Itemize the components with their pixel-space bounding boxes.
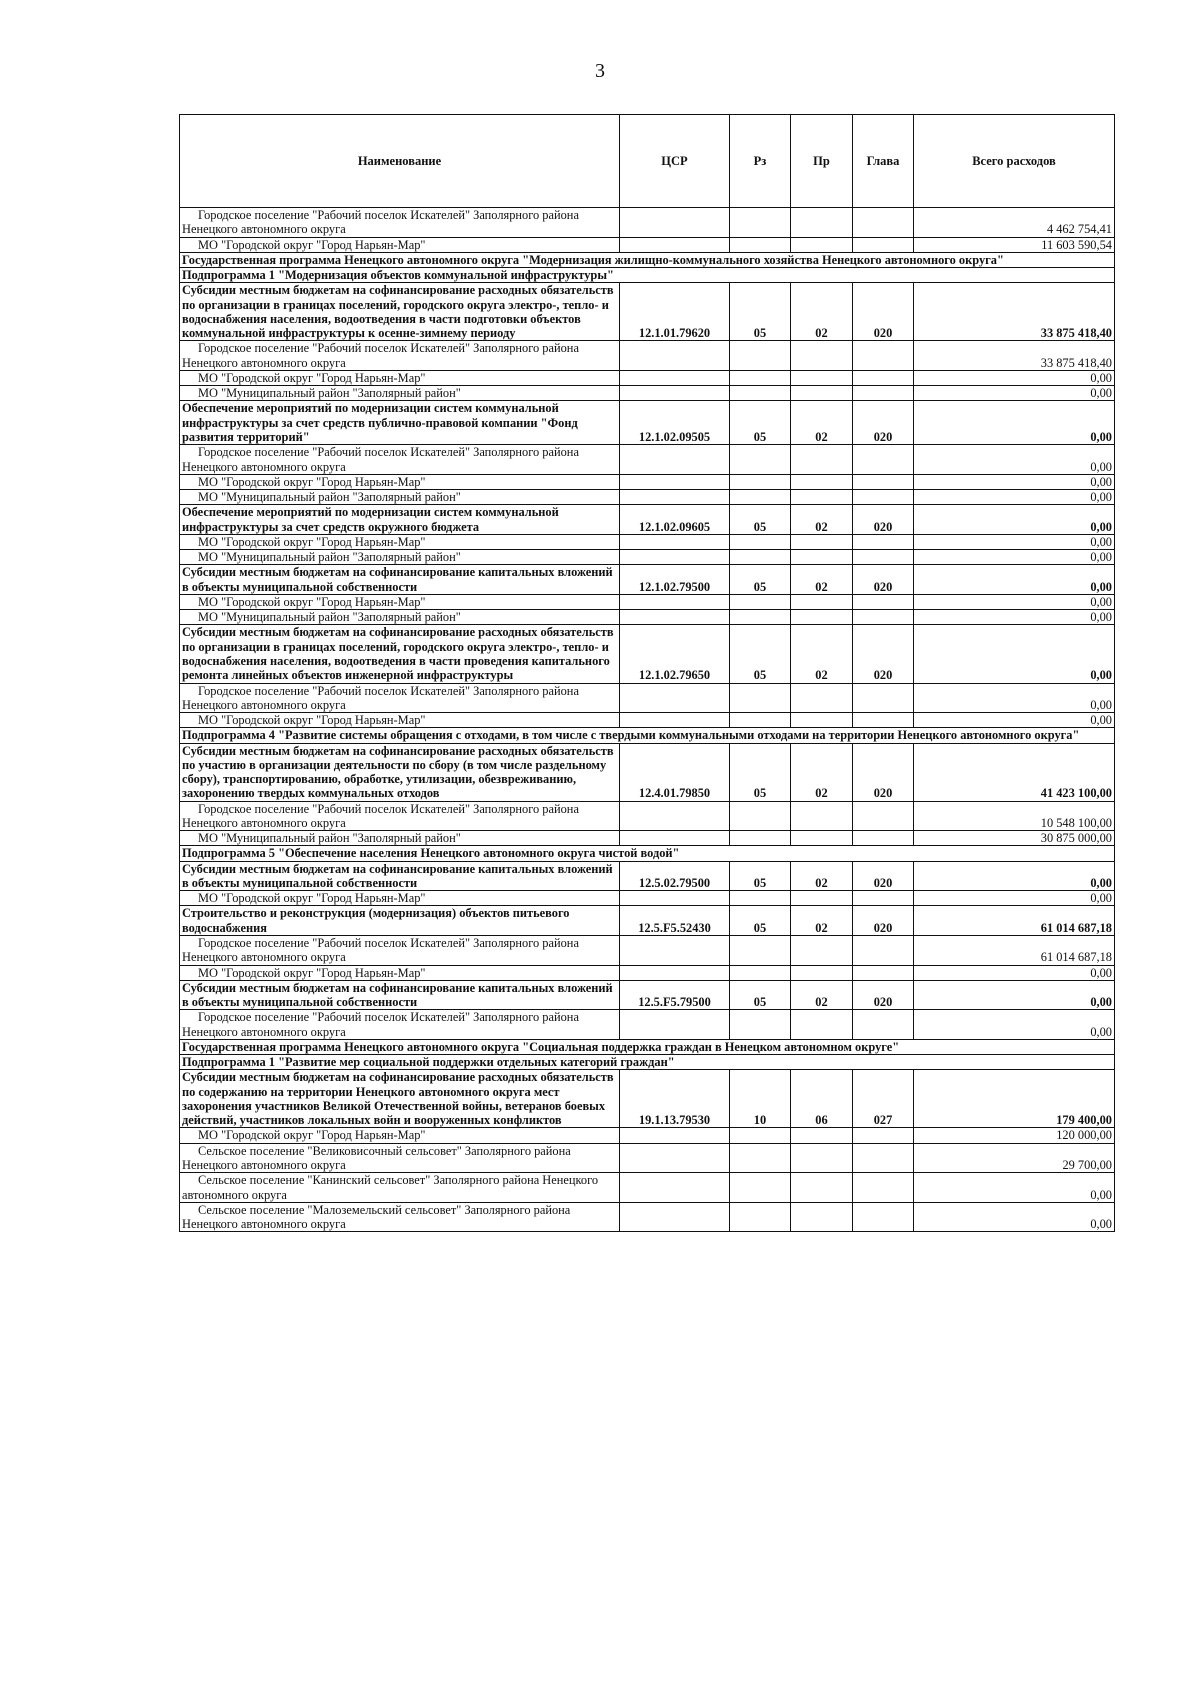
- table-row: [180, 1039, 1115, 1054]
- row-rz: [730, 936, 791, 966]
- row-rz: 05: [730, 906, 791, 936]
- row-total: 0,00: [914, 370, 1115, 385]
- row-pr: [791, 490, 853, 505]
- row-csr: [620, 445, 730, 475]
- row-csr: [620, 683, 730, 713]
- row-csr: [620, 891, 730, 906]
- row-name: МО "Городской округ "Город Нарьян-Мар": [180, 713, 620, 728]
- row-total: 41 423 100,00: [914, 743, 1115, 801]
- row-csr: [620, 801, 730, 831]
- row-pr: 02: [791, 980, 853, 1010]
- table-row: [180, 625, 1115, 683]
- row-glava: [853, 610, 914, 625]
- row-rz: [730, 1173, 791, 1203]
- row-glava: 020: [853, 505, 914, 535]
- row-csr: [620, 370, 730, 385]
- row-rz: [730, 370, 791, 385]
- row-total: 0,00: [914, 625, 1115, 683]
- row-csr: [620, 341, 730, 371]
- row-csr: 12.1.02.09605: [620, 505, 730, 535]
- table-body: [180, 208, 1115, 1232]
- table-row: [180, 1202, 1115, 1232]
- row-csr: 12.1.02.79500: [620, 565, 730, 595]
- row-rz: 05: [730, 283, 791, 341]
- table-row: [180, 1143, 1115, 1173]
- row-pr: 02: [791, 565, 853, 595]
- row-glava: 020: [853, 401, 914, 445]
- table-row: [180, 386, 1115, 401]
- row-name: МО "Городской округ "Город Нарьян-Мар": [180, 474, 620, 489]
- row-glava: [853, 713, 914, 728]
- row-glava: [853, 1143, 914, 1173]
- page-number: 3: [595, 60, 605, 82]
- row-total: 120 000,00: [914, 1128, 1115, 1143]
- row-rz: 05: [730, 743, 791, 801]
- table-row: [180, 936, 1115, 966]
- row-total: 0,00: [914, 386, 1115, 401]
- table-row: [180, 283, 1115, 341]
- row-total: 0,00: [914, 401, 1115, 445]
- table-row: [180, 713, 1115, 728]
- row-glava: [853, 1173, 914, 1203]
- row-total: 33 875 418,40: [914, 341, 1115, 371]
- row-total: 61 014 687,18: [914, 906, 1115, 936]
- table-row: [180, 728, 1115, 743]
- row-rz: 05: [730, 505, 791, 535]
- row-pr: [791, 1128, 853, 1143]
- row-total: 0,00: [914, 891, 1115, 906]
- header-rz: Рз: [730, 115, 791, 208]
- row-pr: [791, 386, 853, 401]
- row-glava: [853, 445, 914, 475]
- row-pr: 02: [791, 401, 853, 445]
- row-name: Городское поселение "Рабочий поселок Искателей" Заполярного района Ненецкого автономного округа: [180, 445, 620, 475]
- row-name: Городское поселение "Рабочий поселок Искателей" Заполярного района Ненецкого автономного округа: [180, 936, 620, 966]
- row-pr: [791, 891, 853, 906]
- row-rz: [730, 490, 791, 505]
- row-pr: 02: [791, 625, 853, 683]
- row-name: Обеспечение мероприятий по модернизации систем коммунальной инфраструктуры за счет средств публично-правовой компании "Фонд развития территорий": [180, 401, 620, 445]
- row-csr: [620, 1173, 730, 1203]
- row-csr: 12.1.01.79620: [620, 283, 730, 341]
- row-total: 0,00: [914, 861, 1115, 891]
- row-pr: [791, 445, 853, 475]
- row-csr: 12.5.F5.79500: [620, 980, 730, 1010]
- row-pr: [791, 341, 853, 371]
- table-row: [180, 610, 1115, 625]
- row-name: Субсидии местным бюджетам на софинансирование расходных обязательств по организации в границах поселений, городского округа электро-, тепло- и водоснабжения населения, водоотведения в части подготовки объектов коммунальной инфраструктуры к осенне-зимнему периоду: [180, 283, 620, 341]
- row-name: Сельское поселение "Великовисочный сельсовет" Заполярного района Ненецкого автономного округа: [180, 1143, 620, 1173]
- row-name: МО "Муниципальный район "Заполярный район": [180, 550, 620, 565]
- row-total: 0,00: [914, 980, 1115, 1010]
- row-csr: 12.5.F5.52430: [620, 906, 730, 936]
- budget-table: [179, 114, 1115, 1232]
- row-csr: [620, 386, 730, 401]
- row-total: 29 700,00: [914, 1143, 1115, 1173]
- row-csr: [620, 490, 730, 505]
- row-pr: 02: [791, 861, 853, 891]
- table-row: [180, 268, 1115, 283]
- row-pr: 06: [791, 1070, 853, 1128]
- row-glava: [853, 237, 914, 252]
- row-pr: [791, 965, 853, 980]
- row-rz: 05: [730, 565, 791, 595]
- row-pr: [791, 550, 853, 565]
- row-csr: [620, 237, 730, 252]
- row-pr: [791, 610, 853, 625]
- row-csr: [620, 831, 730, 846]
- row-pr: [791, 1143, 853, 1173]
- row-total: 0,00: [914, 1010, 1115, 1040]
- row-csr: [620, 1128, 730, 1143]
- row-pr: [791, 831, 853, 846]
- table-row: [180, 965, 1115, 980]
- row-total: 0,00: [914, 594, 1115, 609]
- row-rz: [730, 474, 791, 489]
- row-csr: 12.1.02.09505: [620, 401, 730, 445]
- row-rz: [730, 965, 791, 980]
- row-rz: 05: [730, 625, 791, 683]
- row-glava: [853, 801, 914, 831]
- row-rz: 05: [730, 861, 791, 891]
- row-rz: [730, 341, 791, 371]
- row-name: МО "Городской округ "Город Нарьян-Мар": [180, 594, 620, 609]
- row-name: МО "Муниципальный район "Заполярный район": [180, 831, 620, 846]
- row-csr: [620, 965, 730, 980]
- row-rz: [730, 237, 791, 252]
- row-rz: [730, 891, 791, 906]
- row-total: 61 014 687,18: [914, 936, 1115, 966]
- row-pr: [791, 208, 853, 238]
- row-rz: [730, 610, 791, 625]
- program-title: Государственная программа Ненецкого автономного округа "Социальная поддержка граждан в Ненецком автономном округе": [180, 1039, 1115, 1054]
- row-glava: [853, 1010, 914, 1040]
- table-header-row: [180, 115, 1115, 208]
- row-rz: [730, 801, 791, 831]
- row-glava: 020: [853, 861, 914, 891]
- row-glava: 020: [853, 283, 914, 341]
- row-total: 0,00: [914, 474, 1115, 489]
- row-csr: [620, 474, 730, 489]
- row-total: 0,00: [914, 550, 1115, 565]
- row-name: Городское поселение "Рабочий поселок Искателей" Заполярного района Ненецкого автономного округа: [180, 1010, 620, 1040]
- row-glava: [853, 208, 914, 238]
- row-total: 4 462 754,41: [914, 208, 1115, 238]
- row-rz: 10: [730, 1070, 791, 1128]
- row-name: МО "Муниципальный район "Заполярный район": [180, 386, 620, 401]
- row-csr: 12.5.02.79500: [620, 861, 730, 891]
- row-glava: 020: [853, 906, 914, 936]
- table-row: [180, 683, 1115, 713]
- row-csr: 12.1.02.79650: [620, 625, 730, 683]
- program-title: Подпрограмма 1 "Развитие мер социальной поддержки отдельных категорий граждан": [180, 1055, 1115, 1070]
- program-title: Подпрограмма 4 "Развитие системы обращения с отходами, в том числе с твердыми коммунальными отходами на территории Ненецкого автономного округа": [180, 728, 1115, 743]
- row-name: МО "Городской округ "Город Нарьян-Мар": [180, 370, 620, 385]
- row-rz: [730, 831, 791, 846]
- header-csr: ЦСР: [620, 115, 730, 208]
- row-csr: [620, 1202, 730, 1232]
- table-row: [180, 1070, 1115, 1128]
- header-total: Всего расходов: [914, 115, 1115, 208]
- row-pr: [791, 1202, 853, 1232]
- table-row: [180, 341, 1115, 371]
- header-pr: Пр: [791, 115, 853, 208]
- row-csr: [620, 610, 730, 625]
- table-row: [180, 370, 1115, 385]
- row-glava: 020: [853, 625, 914, 683]
- row-name: МО "Городской округ "Город Нарьян-Мар": [180, 237, 620, 252]
- row-total: 10 548 100,00: [914, 801, 1115, 831]
- row-pr: [791, 683, 853, 713]
- program-title: Подпрограмма 1 "Модернизация объектов коммунальной инфраструктуры": [180, 268, 1115, 283]
- row-pr: 02: [791, 283, 853, 341]
- row-total: 0,00: [914, 505, 1115, 535]
- row-csr: [620, 936, 730, 966]
- row-glava: [853, 550, 914, 565]
- row-glava: [853, 474, 914, 489]
- header-name: Наименование: [180, 115, 620, 208]
- row-pr: [791, 801, 853, 831]
- row-glava: [853, 965, 914, 980]
- table-row: [180, 505, 1115, 535]
- table-row: [180, 445, 1115, 475]
- row-name: МО "Муниципальный район "Заполярный район": [180, 490, 620, 505]
- row-pr: [791, 237, 853, 252]
- row-glava: [853, 490, 914, 505]
- row-rz: [730, 1143, 791, 1173]
- table-row: [180, 980, 1115, 1010]
- table-row: [180, 565, 1115, 595]
- row-pr: [791, 1010, 853, 1040]
- header-glava: Глава: [853, 115, 914, 208]
- row-glava: [853, 594, 914, 609]
- table-row: [180, 474, 1115, 489]
- table-row: [180, 252, 1115, 267]
- row-rz: [730, 1202, 791, 1232]
- row-csr: [620, 208, 730, 238]
- row-rz: 05: [730, 980, 791, 1010]
- row-glava: [853, 1128, 914, 1143]
- row-name: Городское поселение "Рабочий поселок Искателей" Заполярного района Ненецкого автономного округа: [180, 208, 620, 238]
- row-pr: [791, 474, 853, 489]
- row-name: Субсидии местным бюджетам на софинансирование расходных обязательств по содержанию на территории Ненецкого автономного округа мест захоронения участников Великой Отечественной войны, ветеранов боевых действий, участников локальных войн и вооруженных конфликтов: [180, 1070, 620, 1128]
- row-glava: [853, 534, 914, 549]
- table-row: [180, 861, 1115, 891]
- row-name: Субсидии местным бюджетам на софинансирование капитальных вложений в объекты муниципальной собственности: [180, 861, 620, 891]
- row-name: МО "Муниципальный район "Заполярный район": [180, 610, 620, 625]
- row-rz: 05: [730, 401, 791, 445]
- row-name: Сельское поселение "Малоземельский сельсовет" Заполярного района Ненецкого автономного округа: [180, 1202, 620, 1232]
- row-glava: 020: [853, 743, 914, 801]
- program-title: Государственная программа Ненецкого автономного округа "Модернизация жилищно-коммунального хозяйства Ненецкого автономного округа": [180, 252, 1115, 267]
- row-rz: [730, 1128, 791, 1143]
- row-glava: [853, 891, 914, 906]
- program-title: Подпрограмма 5 "Обеспечение населения Ненецкого автономного округа чистой водой": [180, 846, 1115, 861]
- table-row: [180, 831, 1115, 846]
- row-rz: [730, 713, 791, 728]
- row-total: 11 603 590,54: [914, 237, 1115, 252]
- table-row: [180, 743, 1115, 801]
- table-row: [180, 891, 1115, 906]
- row-rz: [730, 550, 791, 565]
- row-total: 0,00: [914, 1202, 1115, 1232]
- row-csr: [620, 713, 730, 728]
- row-csr: [620, 534, 730, 549]
- row-total: 0,00: [914, 683, 1115, 713]
- row-csr: 19.1.13.79530: [620, 1070, 730, 1128]
- row-glava: [853, 1202, 914, 1232]
- row-total: 179 400,00: [914, 1070, 1115, 1128]
- row-csr: [620, 1010, 730, 1040]
- table-row: [180, 208, 1115, 238]
- row-name: МО "Городской округ "Город Нарьян-Мар": [180, 1128, 620, 1143]
- row-glava: [853, 936, 914, 966]
- row-pr: [791, 1173, 853, 1203]
- row-glava: 020: [853, 565, 914, 595]
- table-row: [180, 1010, 1115, 1040]
- table-row: [180, 801, 1115, 831]
- row-name: Обеспечение мероприятий по модернизации систем коммунальной инфраструктуры за счет средств окружного бюджета: [180, 505, 620, 535]
- row-glava: [853, 683, 914, 713]
- row-pr: [791, 370, 853, 385]
- row-name: Субсидии местным бюджетам на софинансирование капитальных вложений в объекты муниципальной собственности: [180, 980, 620, 1010]
- row-name: Городское поселение "Рабочий поселок Искателей" Заполярного района Ненецкого автономного округа: [180, 341, 620, 371]
- row-rz: [730, 594, 791, 609]
- table-row: [180, 534, 1115, 549]
- row-csr: 12.4.01.79850: [620, 743, 730, 801]
- row-glava: [853, 370, 914, 385]
- row-pr: [791, 936, 853, 966]
- row-pr: [791, 534, 853, 549]
- row-glava: [853, 831, 914, 846]
- table-row: [180, 550, 1115, 565]
- row-pr: [791, 594, 853, 609]
- table-row: [180, 237, 1115, 252]
- row-name: Строительство и реконструкция (модернизация) объектов питьевого водоснабжения: [180, 906, 620, 936]
- row-glava: 020: [853, 980, 914, 1010]
- row-pr: [791, 713, 853, 728]
- table-row: [180, 906, 1115, 936]
- row-pr: 02: [791, 505, 853, 535]
- row-rz: [730, 445, 791, 475]
- row-pr: 02: [791, 743, 853, 801]
- row-rz: [730, 534, 791, 549]
- table-row: [180, 1173, 1115, 1203]
- row-csr: [620, 1143, 730, 1173]
- row-total: 30 875 000,00: [914, 831, 1115, 846]
- row-csr: [620, 550, 730, 565]
- row-total: 0,00: [914, 965, 1115, 980]
- table-row: [180, 846, 1115, 861]
- row-csr: [620, 594, 730, 609]
- row-total: 0,00: [914, 1173, 1115, 1203]
- row-name: Субсидии местным бюджетам на софинансирование расходных обязательств по участию в организации деятельности по сбору (в том числе раздельному сбору), транспортированию, обработке, утилизации, обезвреживанию, захоронению твердых коммунальных отходов: [180, 743, 620, 801]
- row-name: Субсидии местным бюджетам на софинансирование капитальных вложений в объекты муниципальной собственности: [180, 565, 620, 595]
- row-rz: [730, 208, 791, 238]
- row-total: 0,00: [914, 610, 1115, 625]
- row-name: Городское поселение "Рабочий поселок Искателей" Заполярного района Ненецкого автономного округа: [180, 801, 620, 831]
- row-name: Городское поселение "Рабочий поселок Искателей" Заполярного района Ненецкого автономного округа: [180, 683, 620, 713]
- row-name: Сельское поселение "Канинский сельсовет" Заполярного района Ненецкого автономного округа: [180, 1173, 620, 1203]
- table-row: [180, 1055, 1115, 1070]
- table-row: [180, 594, 1115, 609]
- row-total: 0,00: [914, 534, 1115, 549]
- row-total: 0,00: [914, 565, 1115, 595]
- table-row: [180, 401, 1115, 445]
- table-row: [180, 1128, 1115, 1143]
- row-total: 0,00: [914, 713, 1115, 728]
- row-glava: [853, 341, 914, 371]
- row-name: Субсидии местным бюджетам на софинансирование расходных обязательств по организации в границах поселений, городского округа электро-, тепло- и водоснабжения населения, водоотведения в части проведения капитального ремонта линейных объектов инженерной инфраструктуры: [180, 625, 620, 683]
- row-pr: 02: [791, 906, 853, 936]
- row-name: МО "Городской округ "Город Нарьян-Мар": [180, 891, 620, 906]
- row-rz: [730, 683, 791, 713]
- row-total: 33 875 418,40: [914, 283, 1115, 341]
- row-name: МО "Городской округ "Город Нарьян-Мар": [180, 965, 620, 980]
- row-total: 0,00: [914, 445, 1115, 475]
- row-glava: [853, 386, 914, 401]
- row-glava: 027: [853, 1070, 914, 1128]
- table-row: [180, 490, 1115, 505]
- row-rz: [730, 386, 791, 401]
- row-total: 0,00: [914, 490, 1115, 505]
- row-rz: [730, 1010, 791, 1040]
- row-name: МО "Городской округ "Город Нарьян-Мар": [180, 534, 620, 549]
